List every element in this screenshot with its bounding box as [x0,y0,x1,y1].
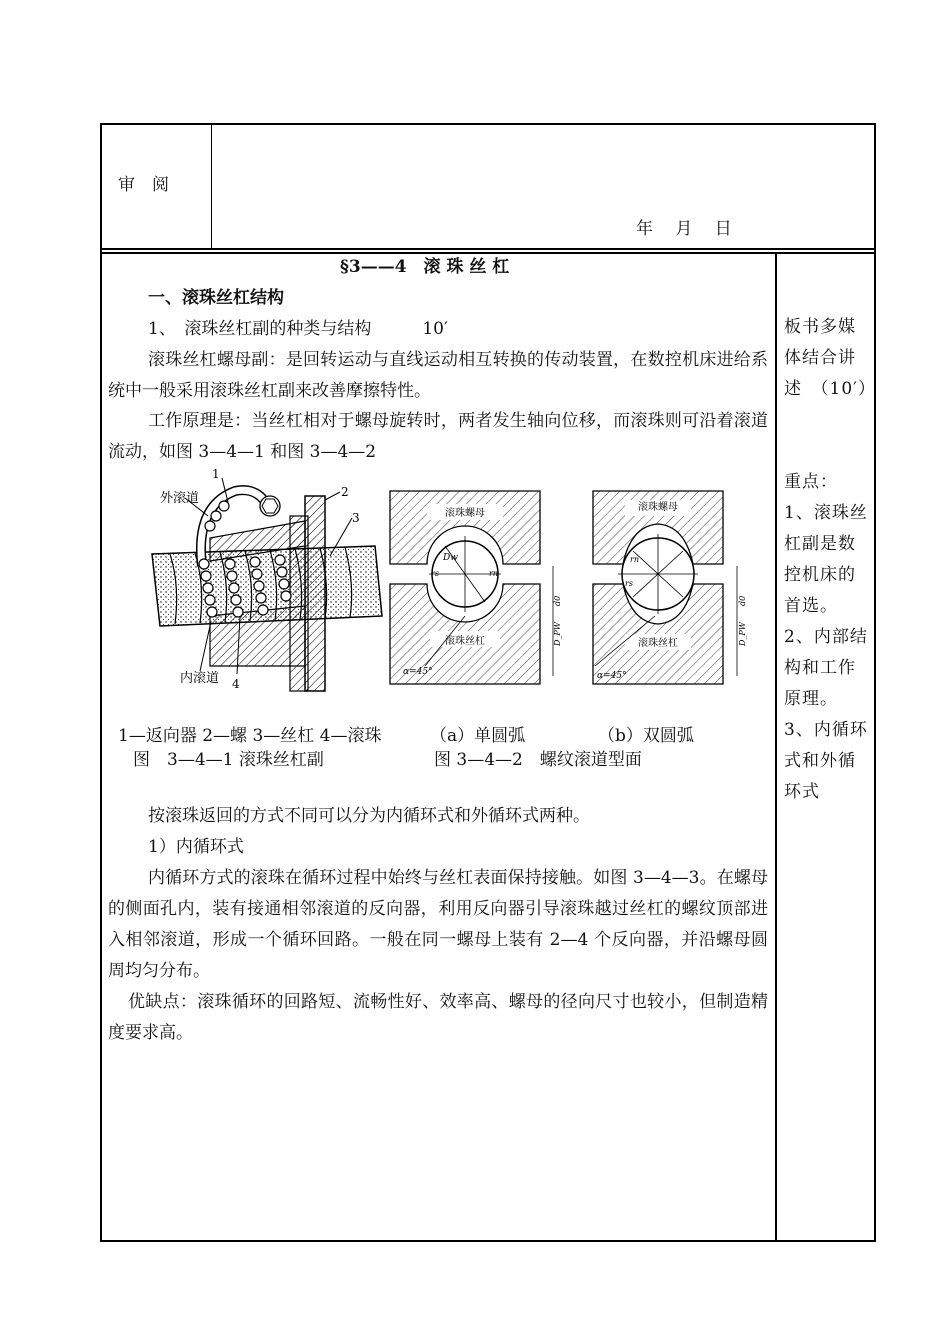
paragraph-pros-cons: 优缺点：滚珠循环的回路短、流畅性好、效率高、螺母的径向尺寸也较小，但制造精度要求高。 [108,992,768,1043]
label-outer-raceway: 外滚道 [160,491,200,506]
label-ball-nut-a: 滚珠螺母 [445,508,485,519]
subheading-internal: 1）内循环式 [148,837,244,857]
label-rs-a: rs [431,569,439,578]
subheading-types: 1、 滚珠丝杠副的种类与结构 10′ [148,319,448,339]
label-inner-raceway: 内滚道 [180,671,220,686]
row-divider-1 [100,248,876,250]
figure-double-arc-raceway [575,486,755,691]
label-part-4: 4 [232,677,240,691]
figure-ball-screw-assembly [140,466,390,696]
label-ball-nut-b: 滚珠螺母 [638,502,678,513]
heading-structure: 一、滚珠丝杠结构 [148,288,284,308]
section-title: §3——4 滚 珠 丝 杠 [340,257,510,277]
label-rs-b: rs [625,579,633,588]
side-key-point-1: 1、滚珠丝杠副是数控机床的首选。 [784,503,868,616]
review-date: 年 月 日 [636,219,732,239]
side-key-point-3: 3、内循环式和外循环式 [784,720,868,802]
label-rn-b: rn [630,555,639,564]
label-ball-screw-b: 滚珠丝杠 [638,638,678,649]
paragraph-definition: 滚珠丝杠螺母副：是回转运动与直线运动相互转换的传动装置，在数控机床进给系统中一般采用滚珠丝杠副来改善摩擦特性。 [108,350,768,401]
label-dpw-b: D_PW [738,621,747,646]
figure2-caption-a: （a）单圆弧 [430,726,526,746]
figure2-caption-title: 图 3—4—2 螺纹滚道型面 [434,750,642,770]
paragraph-internal-circulation: 内循环方式的滚珠在循环过程中始终与丝杠表面保持接触。如图 3—4—3。在螺母的侧面孔内，装有接通相邻滚道的反向器，利用反向器引导滚珠越过丝杠的螺纹顶部进入相邻滚道，形成一个循环回路。一般在同一螺母上装有 2—4 个反向器，并沿螺母圆周均匀分布。 [108,868,768,981]
figure1-caption-title: 图 3—4—1 滚珠丝杠副 [133,750,324,770]
figure-single-arc-raceway [385,486,575,691]
side-column-divider [775,252,777,1242]
figure1-caption-parts: 1—返向器 2—螺 3—丝杠 4—滚珠 [118,726,382,746]
paragraph-principle: 工作原理是：当丝杠相对于螺母旋转时，两者发生轴向位移，而滚珠则可沿着滚道流动，如图 3—4—1 和图 3—4—2 [108,411,768,462]
figure2-caption-b: （b）双圆弧 [598,726,694,746]
side-teaching-method: 板书多媒体结合讲述 （10′） [784,317,876,399]
label-part-1: 1 [212,467,220,481]
label-dpw-a: D_PW [553,621,562,646]
review-label-divider [211,123,212,250]
label-dw-a: Dw [443,553,458,563]
paragraph-return-types: 按滚珠返回的方式不同可以分为内循环式和外循环式两种。 [148,806,590,826]
label-alpha-a: α=45° [403,667,433,677]
label-ball-screw-a: 滚珠丝杠 [445,636,485,647]
label-part-2: 2 [341,485,349,499]
review-label: 审 阅 [118,175,169,195]
label-d0-b: d0 [738,595,747,606]
label-alpha-b: α=45° [597,671,627,681]
side-key-point-2: 2、内部结构和工作原理。 [784,627,868,709]
side-key-points-title: 重点： [784,472,838,492]
label-part-3: 3 [352,511,360,525]
label-rn-a: rn [489,569,498,578]
label-d0-a: d0 [553,595,562,606]
